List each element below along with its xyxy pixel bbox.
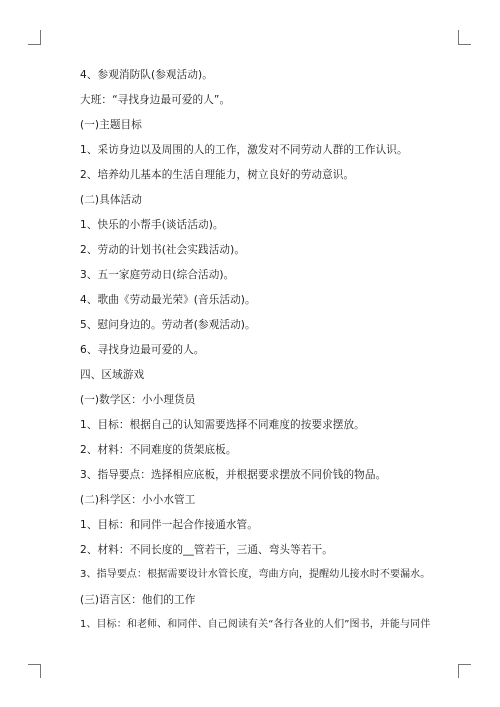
list-item-activity-4: 4、歌曲《劳动最光荣》(音乐活动)。 <box>80 294 256 306</box>
subheading-language-area: (三)语言区：他们的工作 <box>80 594 196 606</box>
list-item-activity-1: 1、快乐的小帮手(谈话活动)。 <box>80 219 224 231</box>
list-item-goal-1: 1、采访身边以及周围的人的工作，激发对不同劳动人群的工作认识。 <box>80 144 408 156</box>
list-item-math-goal: 1、目标：根据自己的认知需要选择不同难度的按要求摆放。 <box>80 419 365 431</box>
subheading-math-area: (一)数学区：小小理货员 <box>80 394 196 406</box>
list-item-science-goal: 1、目标：和同伴一起合作接通水管。 <box>80 519 258 531</box>
list-item-science-materials: 2、材料：不同长度的__管若干，三通、弯头等若干。 <box>80 544 333 556</box>
list-item-science-guidance: 3、指导要点：根据需要设计水管长度，弯曲方向，提醒幼儿接水时不要漏水。 <box>80 569 431 580</box>
list-item-activity-6: 6、寻找身边最可爱的人。 <box>80 344 205 356</box>
subheading-theme-goals: (一)主题目标 <box>80 119 142 131</box>
list-item-activity-5: 5、慰问身边的。劳动者(参观活动)。 <box>80 319 256 331</box>
list-item-language-goal: 1、目标：和老师、和同伴、自己阅读有关“各行各业的人们”图书，并能与同伴 <box>80 619 431 630</box>
list-item-math-guidance: 3、指导要点：选择相应底板，并根据要求摆放不同价钱的物品。 <box>80 469 387 481</box>
section-heading-area-games: 四、区域游戏 <box>80 369 145 381</box>
list-item-visit-fire-station: 4、参观消防队(参观活动)。 <box>80 69 213 81</box>
list-item-activity-2: 2、劳动的计划书(社会实践活动)。 <box>80 244 246 256</box>
subheading-science-area: (二)科学区：小小水管工 <box>80 494 196 506</box>
subheading-specific-activities: (二)具体活动 <box>80 194 142 206</box>
list-item-activity-3: 3、五一家庭劳动日(综合活动)。 <box>80 269 235 281</box>
section-heading-senior-class: 大班：“寻找身边最可爱的人”。 <box>80 94 231 106</box>
list-item-math-materials: 2、材料：不同难度的货架底板。 <box>80 444 237 456</box>
list-item-goal-2: 2、培养幼儿基本的生活自理能力，树立良好的劳动意识。 <box>80 169 355 181</box>
